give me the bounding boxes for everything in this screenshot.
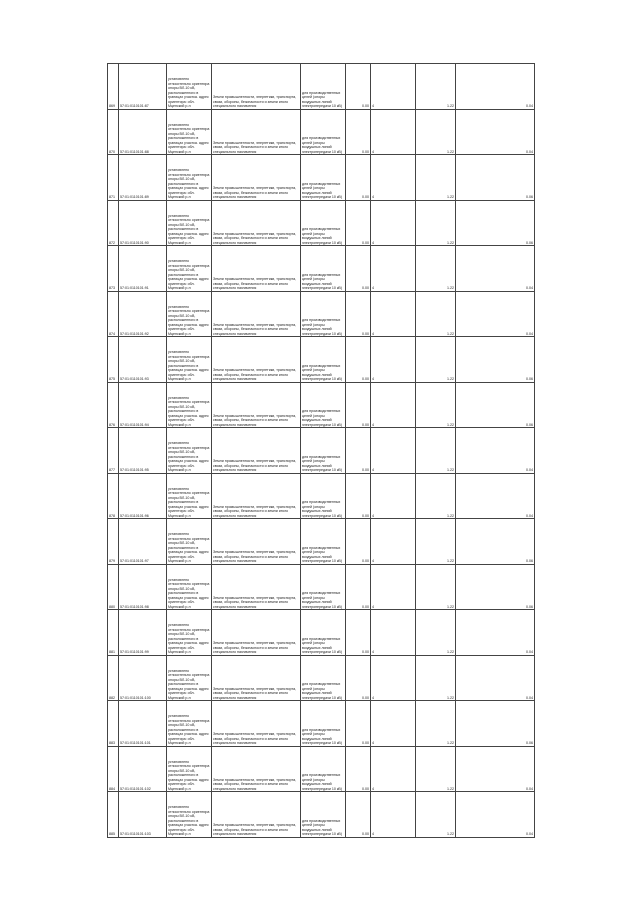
rate-value: 1.22 [416,382,456,428]
table-row [108,200,535,246]
total-value: 0.04 [456,473,535,519]
permitted-use: для производственных целей (опоры воздушных линий электропередачи 10 кВ) [301,382,346,428]
total-value: 0.04 [456,610,535,656]
permitted-use: для производственных целей (опоры воздушных линий электропередачи 10 кВ) [301,109,346,155]
cadastral-number: 57:01:0110101:102 [119,746,167,792]
cadastral-number: 57:01:0110101:96 [119,473,167,519]
table-row [108,337,535,383]
row-mark: 4 [371,519,416,565]
table-row [108,655,535,701]
plot-area: 0.00 [346,792,371,838]
plot-location: установлено относительно ориентира опоры ВЛ-10 кВ, расположенного в границах участка. адрес ориентира: обл. Мценский р-н [167,291,212,337]
land-category: Земли промышленности, энергетики, транспорта, связи, обороны, безопасности и земли иного специального назначения [212,155,301,201]
row-number: 877 [108,428,119,474]
land-category: Земли промышленности, энергетики, транспорта, связи, обороны, безопасности и земли иного специального назначения [212,428,301,474]
table-row [108,291,535,337]
cadastral-number: 57:01:0110101:93 [119,337,167,383]
cadastral-number: 57:01:0110101:88 [119,109,167,155]
row-mark: 4 [371,746,416,792]
plot-area: 0.00 [346,64,371,110]
plot-area: 0.00 [346,519,371,565]
row-mark: 4 [371,64,416,110]
permitted-use: для производственных целей (опоры воздушных линий электропередачи 10 кВ) [301,155,346,201]
permitted-use: для производственных целей (опоры воздушных линий электропередачи 10 кВ) [301,701,346,747]
permitted-use: для производственных целей (опоры воздушных линий электропередачи 10 кВ) [301,337,346,383]
row-number: 880 [108,564,119,610]
row-number: 883 [108,701,119,747]
rate-value: 1.22 [416,64,456,110]
rate-value: 1.22 [416,701,456,747]
land-category: Земли промышленности, энергетики, транспорта, связи, обороны, безопасности и земли иного специального назначения [212,792,301,838]
plot-area: 0.00 [346,382,371,428]
plot-area: 0.00 [346,701,371,747]
plot-location: установлено относительно ориентира опоры ВЛ-10 кВ, расположенного в границах участка. адрес ориентира: обл. Мценский р-н [167,746,212,792]
rate-value: 1.22 [416,564,456,610]
plot-location: установлено относительно ориентира опоры ВЛ-10 кВ, расположенного в границах участка. адрес ориентира: обл. Мценский р-н [167,655,212,701]
land-category: Земли промышленности, энергетики, транспорта, связи, обороны, безопасности и земли иного специального назначения [212,246,301,292]
rate-value: 1.22 [416,155,456,201]
row-number: 869 [108,64,119,110]
land-category: Земли промышленности, энергетики, транспорта, связи, обороны, безопасности и земли иного специального назначения [212,382,301,428]
plot-location: установлено относительно ориентира опоры ВЛ-10 кВ, расположенного в границах участка. адрес ориентира: обл. Мценский р-н [167,155,212,201]
total-value: 0.04 [456,746,535,792]
table-row [108,382,535,428]
cadastral-number: 57:01:0110101:103 [119,792,167,838]
rate-value: 1.22 [416,200,456,246]
rate-value: 1.22 [416,291,456,337]
row-mark: 4 [371,655,416,701]
row-mark: 4 [371,109,416,155]
rate-value: 1.22 [416,792,456,838]
total-value: 0.06 [456,200,535,246]
row-number: 879 [108,519,119,565]
row-mark: 4 [371,610,416,656]
cadastral-number: 57:01:0110101:94 [119,382,167,428]
total-value: 0.04 [456,64,535,110]
land-plot-table [107,63,535,838]
row-mark: 4 [371,792,416,838]
permitted-use: для производственных целей (опоры воздушных линий электропередачи 10 кВ) [301,473,346,519]
total-value: 0.06 [456,337,535,383]
row-mark: 4 [371,246,416,292]
permitted-use: для производственных целей (опоры воздушных линий электропередачи 10 кВ) [301,792,346,838]
permitted-use: для производственных целей (опоры воздушных линий электропередачи 10 кВ) [301,655,346,701]
permitted-use: для производственных целей (опоры воздушных линий электропередачи 10 кВ) [301,564,346,610]
plot-area: 0.00 [346,291,371,337]
plot-area: 0.00 [346,473,371,519]
cadastral-number: 57:01:0110101:99 [119,610,167,656]
land-category: Земли промышленности, энергетики, транспорта, связи, обороны, безопасности и земли иного специального назначения [212,109,301,155]
permitted-use: для производственных целей (опоры воздушных линий электропередачи 10 кВ) [301,746,346,792]
permitted-use: для производственных целей (опоры воздушных линий электропередачи 10 кВ) [301,519,346,565]
row-number: 884 [108,746,119,792]
row-mark: 4 [371,428,416,474]
row-mark: 4 [371,382,416,428]
rate-value: 1.22 [416,109,456,155]
plot-area: 0.00 [346,564,371,610]
total-value: 0.06 [456,382,535,428]
table-row [108,473,535,519]
land-category: Земли промышленности, энергетики, транспорта, связи, обороны, безопасности и земли иного специального назначения [212,610,301,656]
rate-value: 1.22 [416,246,456,292]
table-row [108,246,535,292]
total-value: 0.04 [456,246,535,292]
rate-value: 1.22 [416,655,456,701]
plot-location: установлено относительно ориентира опоры ВЛ-10 кВ, расположенного в границах участка. адрес ориентира: обл. Мценский р-н [167,519,212,565]
plot-location: установлено относительно ориентира опоры ВЛ-10 кВ, расположенного в границах участка. адрес ориентира: обл. Мценский р-н [167,382,212,428]
row-mark: 4 [371,291,416,337]
permitted-use: для производственных целей (опоры воздушных линий электропередачи 10 кВ) [301,291,346,337]
plot-location: установлено относительно ориентира опоры ВЛ-10 кВ, расположенного в границах участка. адрес ориентира: обл. Мценский р-н [167,610,212,656]
plot-location: установлено относительно ориентира опоры ВЛ-10 кВ, расположенного в границах участка. адрес ориентира: обл. Мценский р-н [167,428,212,474]
cadastral-number: 57:01:0110101:98 [119,564,167,610]
row-number: 874 [108,291,119,337]
permitted-use: для производственных целей (опоры воздушных линий электропередачи 10 кВ) [301,246,346,292]
total-value: 0.06 [456,519,535,565]
table-row [108,155,535,201]
plot-area: 0.00 [346,200,371,246]
cadastral-number: 57:01:0110101:89 [119,155,167,201]
land-category: Земли промышленности, энергетики, транспорта, связи, обороны, безопасности и земли иного специального назначения [212,701,301,747]
table-row [108,519,535,565]
plot-location: установлено относительно ориентира опоры ВЛ-10 кВ, расположенного в границах участка. адрес ориентира: обл. Мценский р-н [167,64,212,110]
plot-area: 0.00 [346,746,371,792]
row-number: 872 [108,200,119,246]
land-category: Земли промышленности, энергетики, транспорта, связи, обороны, безопасности и земли иного специального назначения [212,746,301,792]
plot-location: установлено относительно ориентира опоры ВЛ-10 кВ, расположенного в границах участка. адрес ориентира: обл. Мценский р-н [167,792,212,838]
row-number: 881 [108,610,119,656]
land-category: Земли промышленности, энергетики, транспорта, связи, обороны, безопасности и земли иного специального назначения [212,200,301,246]
total-value: 0.06 [456,701,535,747]
plot-location: установлено относительно ориентира опоры ВЛ-10 кВ, расположенного в границах участка. адрес ориентира: обл. Мценский р-н [167,564,212,610]
cadastral-number: 57:01:0110101:91 [119,246,167,292]
plot-location: установлено относительно ориентира опоры ВЛ-10 кВ, расположенного в границах участка. адрес ориентира: обл. Мценский р-н [167,337,212,383]
rate-value: 1.22 [416,337,456,383]
table-row [108,746,535,792]
row-mark: 4 [371,564,416,610]
permitted-use: для производственных целей (опоры воздушных линий электропередачи 10 кВ) [301,428,346,474]
land-category: Земли промышленности, энергетики, транспорта, связи, обороны, безопасности и земли иного специального назначения [212,473,301,519]
row-mark: 4 [371,473,416,519]
permitted-use: для производственных целей (опоры воздушных линий электропередачи 10 кВ) [301,200,346,246]
row-number: 882 [108,655,119,701]
rate-value: 1.22 [416,473,456,519]
land-category: Земли промышленности, энергетики, транспорта, связи, обороны, безопасности и земли иного специального назначения [212,519,301,565]
cadastral-number: 57:01:0110101:101 [119,701,167,747]
total-value: 0.04 [456,291,535,337]
table-row [108,64,535,110]
row-number: 870 [108,109,119,155]
plot-area: 0.00 [346,109,371,155]
land-category: Земли промышленности, энергетики, транспорта, связи, обороны, безопасности и земли иного специального назначения [212,564,301,610]
cadastral-number: 57:01:0110101:95 [119,428,167,474]
total-value: 0.06 [456,155,535,201]
plot-location: установлено относительно ориентира опоры ВЛ-10 кВ, расположенного в границах участка. адрес ориентира: обл. Мценский р-н [167,246,212,292]
total-value: 0.06 [456,564,535,610]
table-row [108,701,535,747]
permitted-use: для производственных целей (опоры воздушных линий электропередачи 10 кВ) [301,64,346,110]
row-mark: 4 [371,200,416,246]
row-number: 876 [108,382,119,428]
row-number: 875 [108,337,119,383]
plot-area: 0.00 [346,428,371,474]
row-mark: 4 [371,337,416,383]
cadastral-number: 57:01:0110101:87 [119,64,167,110]
plot-area: 0.00 [346,155,371,201]
table-row [108,610,535,656]
land-category: Земли промышленности, энергетики, транспорта, связи, обороны, безопасности и земли иного специального назначения [212,337,301,383]
total-value: 0.04 [456,655,535,701]
land-category: Земли промышленности, энергетики, транспорта, связи, обороны, безопасности и земли иного специального назначения [212,655,301,701]
plot-area: 0.00 [346,610,371,656]
row-mark: 4 [371,701,416,747]
rate-value: 1.22 [416,428,456,474]
table-row [108,792,535,838]
table-body [108,64,535,838]
rate-value: 1.22 [416,519,456,565]
plot-area: 0.00 [346,246,371,292]
plot-location: установлено относительно ориентира опоры ВЛ-10 кВ, расположенного в границах участка. адрес ориентира: обл. Мценский р-н [167,473,212,519]
table-row [108,428,535,474]
land-category: Земли промышленности, энергетики, транспорта, связи, обороны, безопасности и земли иного специального назначения [212,291,301,337]
rate-value: 1.22 [416,746,456,792]
cadastral-number: 57:01:0110101:90 [119,200,167,246]
row-number: 878 [108,473,119,519]
plot-area: 0.00 [346,337,371,383]
cadastral-number: 57:01:0110101:100 [119,655,167,701]
plot-location: установлено относительно ориентира опоры ВЛ-10 кВ, расположенного в границах участка. адрес ориентира: обл. Мценский р-н [167,701,212,747]
total-value: 0.04 [456,428,535,474]
plot-area: 0.00 [346,655,371,701]
table-row [108,564,535,610]
row-number: 885 [108,792,119,838]
row-mark: 4 [371,155,416,201]
plot-location: установлено относительно ориентира опоры ВЛ-10 кВ, расположенного в границах участка. адрес ориентира: обл. Мценский р-н [167,109,212,155]
land-category: Земли промышленности, энергетики, транспорта, связи, обороны, безопасности и земли иного специального назначения [212,64,301,110]
total-value: 0.04 [456,792,535,838]
row-number: 871 [108,155,119,201]
cadastral-number: 57:01:0110101:92 [119,291,167,337]
plot-location: установлено относительно ориентира опоры ВЛ-10 кВ, расположенного в границах участка. адрес ориентира: обл. Мценский р-н [167,200,212,246]
total-value: 0.04 [456,109,535,155]
row-number: 873 [108,246,119,292]
cadastral-number: 57:01:0110101:97 [119,519,167,565]
table-row [108,109,535,155]
rate-value: 1.22 [416,610,456,656]
permitted-use: для производственных целей (опоры воздушных линий электропередачи 10 кВ) [301,610,346,656]
